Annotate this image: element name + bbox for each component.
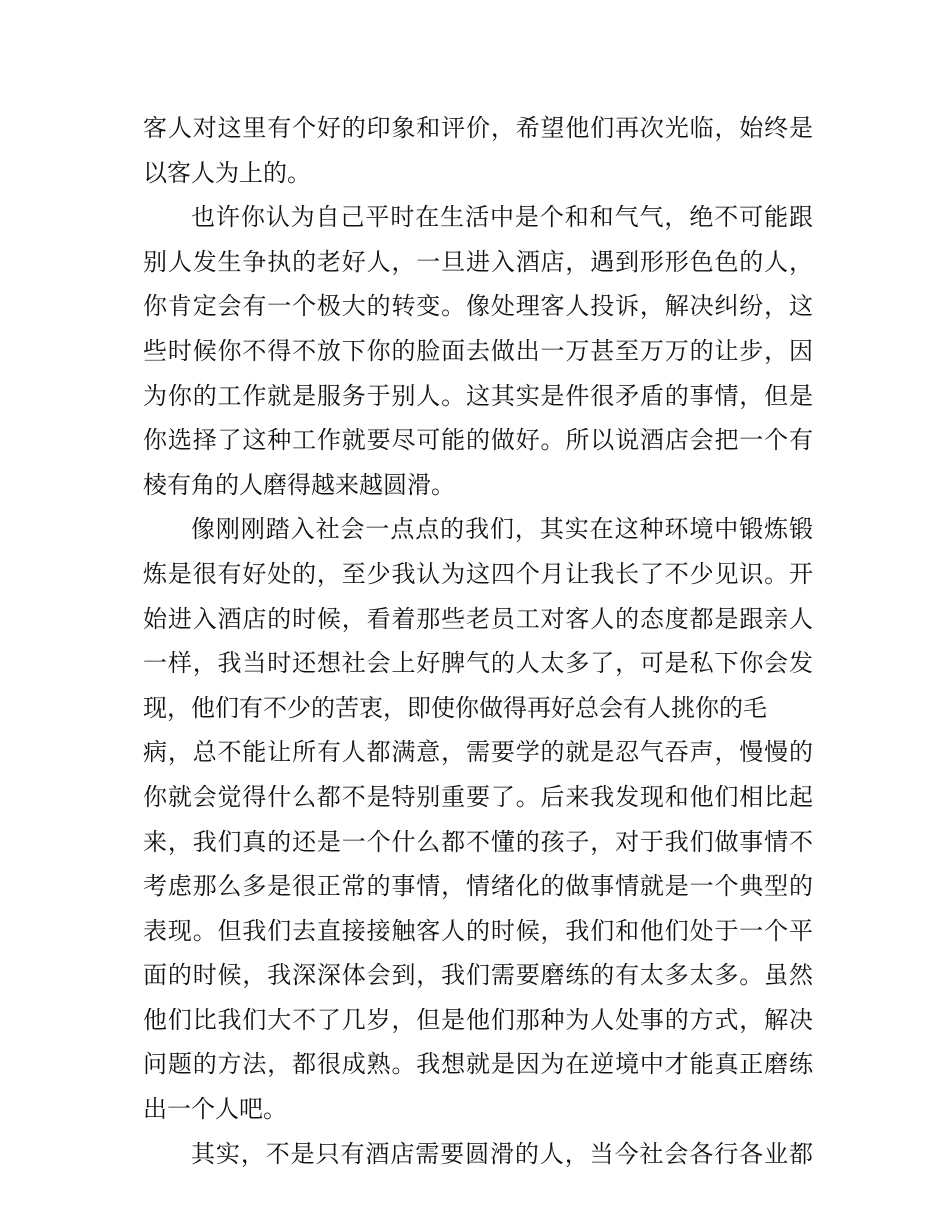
text-line: 始进入酒店的时候，看着那些老员工对客人的态度都是跟亲人 bbox=[143, 604, 813, 633]
text-line: 也许你认为自己平时在生活中是个和和气气，绝不可能跟 bbox=[191, 203, 813, 232]
document-body bbox=[143, 106, 813, 1176]
text-line: 客人对这里有个好的印象和评价，希望他们再次光临，始终是 bbox=[143, 114, 813, 142]
text-line: 你肯定会有一个极大的转变。像处理客人投诉，解决纠纷，这 bbox=[143, 292, 813, 321]
text-line: 你就会觉得什么都不是特别重要了。后来我发现和他们相比起 bbox=[143, 782, 813, 811]
paragraph-2 bbox=[143, 195, 813, 507]
text-line: 以客人为上的。 bbox=[143, 158, 311, 187]
text-line: 一样，我当时还想社会上好脾气的人太多了，可是私下你会发 bbox=[143, 649, 813, 678]
text-line: 为你的工作就是服务于别人。这其实是件很矛盾的事情，但是 bbox=[143, 381, 813, 410]
text-line: 其实，不是只有酒店需要圆滑的人，当今社会各行各业都 bbox=[191, 1139, 813, 1168]
text-line: 现，他们有不少的苦衷，即使你做得再好总会有人挑你的毛 bbox=[143, 693, 767, 722]
text-line: 他们比我们大不了几岁，但是他们那种为人处事的方式，解决 bbox=[143, 1005, 813, 1034]
text-line: 出一个人吧。 bbox=[143, 1095, 287, 1124]
paragraph-4 bbox=[143, 1132, 813, 1177]
paragraph-1 bbox=[143, 106, 813, 195]
text-line: 表现。但我们去直接接触客人的时候，我们和他们处于一个平 bbox=[143, 916, 813, 945]
text-line: 病，总不能让所有人都满意，需要学的就是忍气吞声，慢慢的 bbox=[143, 738, 813, 767]
text-line: 炼是很有好处的，至少我认为这四个月让我长了不少见识。开 bbox=[143, 559, 813, 588]
text-line: 考虑那么多是很正常的事情，情绪化的做事情就是一个典型的 bbox=[143, 872, 813, 901]
text-line: 来，我们真的还是一个什么都不懂的孩子，对于我们做事情不 bbox=[143, 827, 813, 856]
paragraph-3 bbox=[143, 507, 813, 1131]
text-line: 别人发生争执的老好人，一旦进入酒店，遇到形形色色的人， bbox=[143, 247, 813, 276]
text-line: 像刚刚踏入社会一点点的我们，其实在这种环境中锻炼锻 bbox=[191, 515, 813, 544]
text-line: 面的时候，我深深体会到，我们需要磨练的有太多太多。虽然 bbox=[143, 961, 813, 990]
text-line: 棱有角的人磨得越来越圆滑。 bbox=[143, 470, 455, 499]
text-line: 你选择了这种工作就要尽可能的做好。所以说酒店会把一个有 bbox=[143, 426, 813, 455]
text-line: 问题的方法，都很成熟。我想就是因为在逆境中才能真正磨练 bbox=[143, 1050, 813, 1079]
text-line: 些时候你不得不放下你的脸面去做出一万甚至万万的让步，因 bbox=[143, 336, 813, 365]
